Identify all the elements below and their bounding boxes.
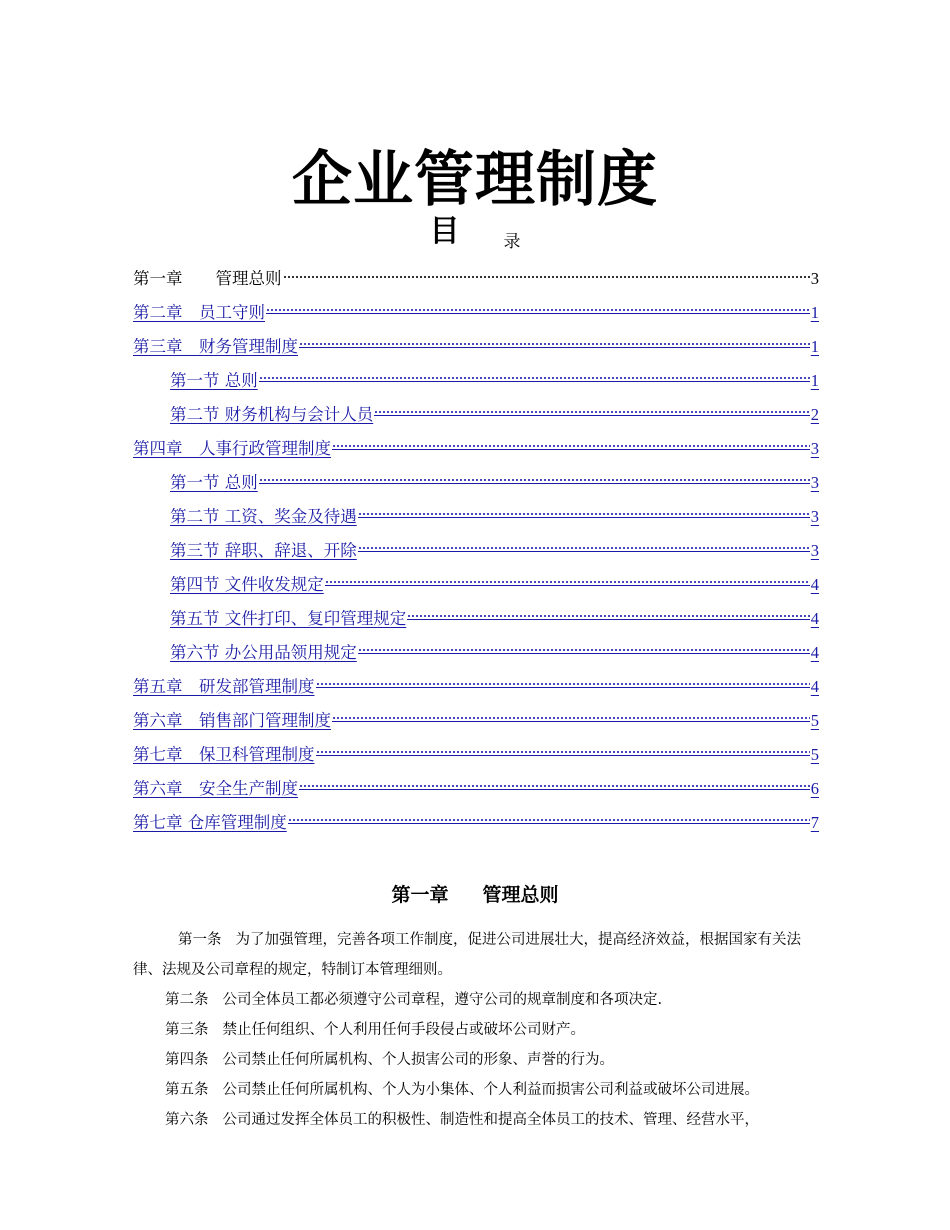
toc-dot-leader: [299, 783, 810, 790]
toc-heading: [0, 212, 950, 262]
toc-entry: [133, 265, 819, 299]
toc-dot-leader: [358, 647, 810, 654]
toc-entry-page: 4: [810, 643, 819, 662]
toc-entry-label: 第一节 总则: [170, 473, 258, 492]
article-text: 公司禁止任何所属机构、个人损害公司的形象、声誉的行为。: [222, 1052, 614, 1068]
chapter-heading: [0, 880, 950, 910]
toc-dot-leader: [374, 409, 810, 416]
toc-entry[interactable]: [133, 571, 819, 605]
chapter-name: 管理总则: [482, 884, 559, 906]
toc-entry-label: 第六章 安全生产制度: [133, 779, 298, 798]
toc-entry-page: 1: [810, 337, 819, 356]
toc-entry-page: 3: [810, 473, 819, 492]
toc-entry-page: 3: [810, 439, 819, 458]
toc-entry-page: 7: [810, 813, 819, 832]
toc-entry[interactable]: [133, 435, 819, 469]
toc-entry-label: 第七章 保卫科管理制度: [133, 745, 315, 764]
toc-entry-page: 3: [810, 541, 819, 560]
toc-entry[interactable]: [133, 673, 819, 707]
toc-entry[interactable]: [133, 537, 819, 571]
toc-dot-leader: [358, 545, 810, 552]
toc-entry[interactable]: [133, 809, 819, 843]
toc-dot-leader: [283, 274, 810, 280]
toc-entry[interactable]: [133, 503, 819, 537]
article-number: 第五条: [165, 1082, 209, 1098]
toc-entry-label: 第四章 人事行政管理制度: [133, 439, 331, 458]
toc-dot-leader: [316, 681, 810, 688]
toc-entry-label: 第三节 辞职、辞退、开除: [170, 541, 357, 560]
toc-entry[interactable]: [133, 367, 819, 401]
toc-entry-label: 第一章 管理总则: [133, 269, 282, 288]
article-number: 第四条: [165, 1052, 209, 1068]
toc-entry-label: 第六章 销售部门管理制度: [133, 711, 331, 730]
toc-entry-page: 1: [810, 371, 819, 390]
document-title: 企业管理制度: [292, 145, 658, 215]
article-number: 第三条: [165, 1022, 209, 1038]
toc-dot-leader: [332, 715, 810, 722]
toc-entry-label: 第三章 财务管理制度: [133, 337, 298, 356]
article-number: 第六条: [165, 1112, 209, 1128]
toc-entry-label: 第四节 文件收发规定: [170, 575, 324, 594]
toc-entry-page: 4: [810, 575, 819, 594]
article-paragraph: [133, 925, 823, 985]
toc-dot-leader: [299, 341, 810, 348]
toc-entry-page: 4: [810, 677, 819, 696]
toc-dot-leader: [266, 307, 810, 314]
toc-entry-page: 2: [810, 405, 819, 424]
toc-entry[interactable]: [133, 707, 819, 741]
article-number: 第二条: [165, 992, 209, 1008]
toc-entry-label: 第七章 仓库管理制度: [133, 813, 287, 832]
toc-dot-leader: [325, 579, 810, 586]
toc-dot-leader: [259, 375, 810, 382]
toc-entry-page: 3: [810, 507, 819, 526]
toc-entry-page: 3: [810, 269, 819, 288]
toc-entry-page: 5: [810, 711, 819, 730]
toc-entry[interactable]: [133, 775, 819, 809]
chapter-body: [133, 925, 833, 1135]
article-paragraph: [133, 985, 833, 1015]
article-paragraph: [133, 1045, 833, 1075]
toc-entry-label: 第二节 财务机构与会计人员: [170, 405, 374, 424]
toc-dot-leader: [332, 443, 810, 450]
toc-entry-label: 第五节 文件打印、复印管理规定: [170, 609, 407, 628]
toc-entry-page: 1: [810, 303, 819, 322]
article-number: 第一条: [178, 932, 222, 948]
toc-entry-page: 6: [810, 779, 819, 798]
toc-heading-lu: 录: [503, 232, 521, 252]
toc-dot-leader: [288, 817, 810, 824]
toc-entry[interactable]: [133, 299, 819, 333]
article-paragraph: [133, 1105, 833, 1135]
toc-entry[interactable]: [133, 741, 819, 775]
toc-entry-label: 第二节 工资、奖金及待遇: [170, 507, 357, 526]
article-text: 公司全体员工都必须遵守公司章程，遵守公司的规章制度和各项决定.: [222, 992, 663, 1008]
toc-entry[interactable]: [133, 605, 819, 639]
article-text: 公司通过发挥全体员工的积极性、制造性和提高全体员工的技术、管理、经营水平，: [222, 1112, 759, 1128]
table-of-contents: [133, 265, 819, 843]
article-text: 为了加强管理，完善各项工作制度，促进公司进展壮大，提高经济效益，根据国家有关法律、法规及公司章程的规定，特制订本管理细则。: [133, 932, 801, 978]
toc-entry[interactable]: [133, 639, 819, 673]
toc-entry-page: 4: [810, 609, 819, 628]
article-text: 禁止任何组织、个人利用任何手段侵占或破坏公司财产。: [222, 1022, 585, 1038]
toc-entry[interactable]: [133, 401, 819, 435]
chapter-number: 第一章: [391, 884, 449, 906]
toc-entry-label: 第六节 办公用品领用规定: [170, 643, 357, 662]
toc-dot-leader: [407, 613, 810, 620]
article-paragraph: [133, 1015, 833, 1045]
toc-entry-label: 第五章 研发部管理制度: [133, 677, 315, 696]
toc-dot-leader: [259, 477, 810, 484]
toc-entry-page: 5: [810, 745, 819, 764]
toc-dot-leader: [358, 511, 810, 518]
toc-heading-mu: 目: [429, 214, 460, 249]
toc-entry-label: 第一节 总则: [170, 371, 258, 390]
toc-entry[interactable]: [133, 333, 819, 367]
toc-entry-label: 第二章 员工守则: [133, 303, 265, 322]
toc-entry[interactable]: [133, 469, 819, 503]
toc-dot-leader: [316, 749, 810, 756]
article-text: 公司禁止任何所属机构、个人为小集体、个人利益而损害公司利益或破坏公司进展。: [222, 1082, 759, 1098]
article-paragraph: [133, 1075, 833, 1105]
